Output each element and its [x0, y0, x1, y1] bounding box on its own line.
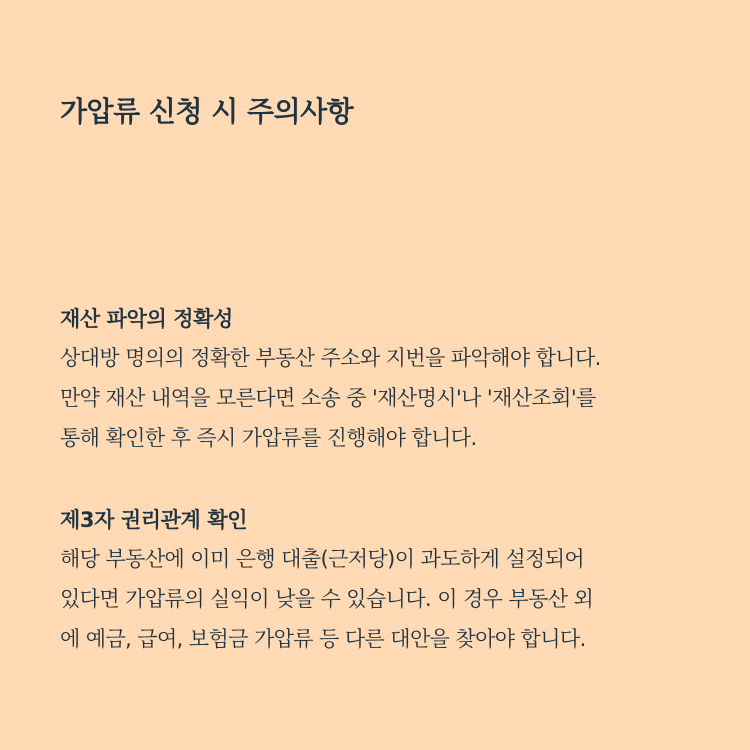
section-body-line: 있다면 가압류의 실익이 낮을 수 있습니다. 이 경우 부동산 외 [60, 587, 594, 611]
section-body-line: 해당 부동산에 이미 은행 대출(근저당)이 과도하게 설정되어 [60, 547, 585, 571]
section-heading: 제3자 권리관계 확인 [60, 508, 248, 532]
section-heading: 재산 파악의 정확성 [60, 307, 233, 331]
section-third-party-rights [60, 504, 710, 659]
section-body-line: 만약 재산 내역을 모른다면 소송 중 '재산명시'나 '재산조회'를 [60, 386, 596, 410]
section-body-line: 에 예금, 급여, 보험금 가압류 등 다른 대안을 찾아야 합니다. [60, 627, 586, 651]
page-title: 가압류 신청 시 주의사항 [60, 95, 354, 128]
section-asset-accuracy [60, 303, 710, 458]
section-body-line: 통해 확인한 후 즉시 가압류를 진행해야 합니다. [60, 426, 477, 450]
section-body-line: 상대방 명의의 정확한 부동산 주소와 지번을 파악해야 합니다. [60, 346, 601, 370]
